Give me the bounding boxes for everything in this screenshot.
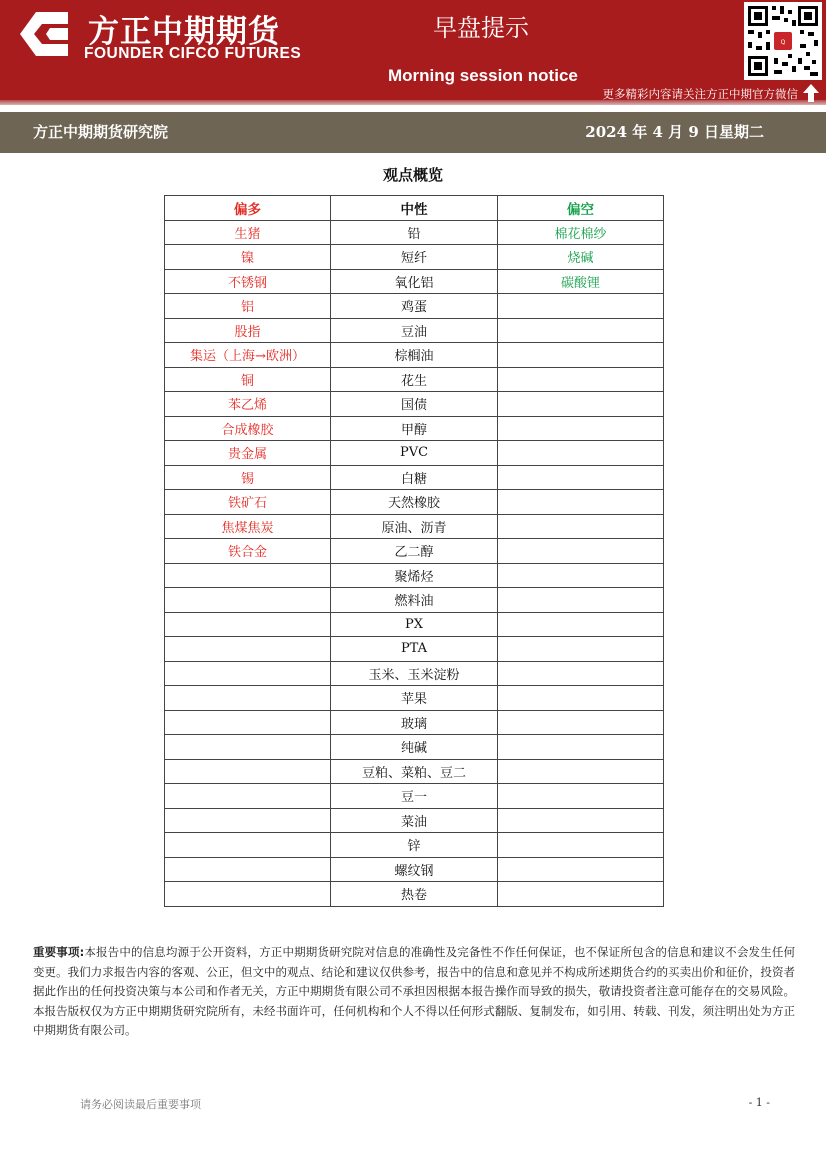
bearish-cell: 棉花棉纱: [498, 220, 664, 245]
bearish-cell: [498, 367, 664, 392]
table-row: [165, 686, 664, 711]
neutral-cell: 豆一: [331, 784, 498, 809]
table-body: [165, 220, 664, 906]
neutral-cell: 玻璃: [331, 710, 498, 735]
neutral-cell: 豆油: [331, 318, 498, 343]
table-row: [165, 735, 664, 760]
disclaimer-text: 本报告中的信息均源于公开资料，方正中期期货研究院对信息的准确性及完备性不作任何保证，也不保证所包含的信息和建议不会发生任何变更。我们力求报告内容的客观、公正，但文中的观点、结论和建议仅供参考，报告中的信息和意见并不构成所述期货合约的买卖出价和征价，投资者据此作出的任何投资决策与本公司和作者无关，方正中期期货有限公司不承担因根据本报告操作而导致的损失，敬请投资者注意可能存在的交易风险。本报告版权仅为方正中期期货研究院所有，未经书面许可，任何机构和个人不得以任何形式翻版、复制发布，如引用、转载、刊发，须注明出处为方正中期期货有限公司。: [33, 945, 795, 1037]
bearish-cell: [498, 808, 664, 833]
logo-english-name: FOUNDER CIFCO FUTURES: [84, 45, 302, 62]
table-row: [165, 318, 664, 343]
bullish-cell: [165, 735, 331, 760]
logo-chinese-name: 方正中期期货: [88, 14, 280, 50]
bullish-cell: 合成橡胶: [165, 416, 331, 441]
bearish-cell: [498, 686, 664, 711]
bearish-cell: [498, 857, 664, 882]
bullish-cell: [165, 686, 331, 711]
table-row: [165, 857, 664, 882]
table-row: [165, 367, 664, 392]
neutral-cell: 玉米、玉米淀粉: [331, 661, 498, 686]
bullish-cell: 股指: [165, 318, 331, 343]
views-overview-table: [164, 195, 664, 907]
bearish-cell: [498, 539, 664, 564]
disclaimer: [33, 943, 795, 1041]
neutral-cell: 燃料油: [331, 588, 498, 613]
bearish-cell: [498, 490, 664, 515]
table-row: [165, 612, 664, 637]
bearish-cell: [498, 588, 664, 613]
bearish-cell: [498, 318, 664, 343]
bearish-cell: [498, 441, 664, 466]
table-row: [165, 490, 664, 515]
table-row: [165, 514, 664, 539]
table-row: [165, 416, 664, 441]
bearish-cell: [498, 759, 664, 784]
bullish-cell: [165, 808, 331, 833]
bearish-cell: [498, 784, 664, 809]
disclaimer-label: 重要事项:: [33, 945, 85, 959]
footer-note: 请务必阅读最后重要事项: [80, 1098, 201, 1111]
section-title: 观点概览: [382, 166, 443, 184]
bullish-cell: 苯乙烯: [165, 392, 331, 417]
bullish-cell: 铁矿石: [165, 490, 331, 515]
table-row: [165, 759, 664, 784]
table-row: [165, 588, 664, 613]
table-row: [165, 661, 664, 686]
bearish-cell: [498, 343, 664, 368]
bearish-cell: [498, 465, 664, 490]
table-row: [165, 637, 664, 662]
table-row: [165, 784, 664, 809]
bullish-cell: 生猪: [165, 220, 331, 245]
neutral-cell: 纯碱: [331, 735, 498, 760]
neutral-cell: 短纤: [331, 245, 498, 270]
table-row: [165, 882, 664, 907]
bearish-cell: [498, 661, 664, 686]
neutral-cell: 热卷: [331, 882, 498, 907]
bullish-cell: [165, 563, 331, 588]
bearish-cell: [498, 833, 664, 858]
bullish-cell: 锡: [165, 465, 331, 490]
bearish-cell: 烧碱: [498, 245, 664, 270]
neutral-cell: 苹果: [331, 686, 498, 711]
neutral-cell: 聚烯烃: [331, 563, 498, 588]
neutral-cell: 锌: [331, 833, 498, 858]
bullish-cell: [165, 784, 331, 809]
bearish-cell: [498, 294, 664, 319]
neutral-cell: PVC: [331, 441, 498, 466]
bearish-cell: [498, 392, 664, 417]
neutral-cell: 氧化铝: [331, 269, 498, 294]
neutral-cell: PX: [331, 612, 498, 637]
bearish-cell: 碳酸锂: [498, 269, 664, 294]
bearish-cell: [498, 882, 664, 907]
bearish-cell: [498, 612, 664, 637]
bullish-cell: [165, 710, 331, 735]
bullish-cell: 不锈钢: [165, 269, 331, 294]
page-number: - 1 -: [748, 1096, 770, 1109]
table-row: [165, 294, 664, 319]
table-row: [165, 465, 664, 490]
report-title-english: Morning session notice: [388, 66, 578, 85]
neutral-cell: 原油、沥青: [331, 514, 498, 539]
svg-text:Q: Q: [780, 39, 786, 46]
report-title-chinese: 早盘提示: [433, 14, 529, 42]
bearish-cell: [498, 710, 664, 735]
table-row: [165, 392, 664, 417]
neutral-cell: 棕榈油: [331, 343, 498, 368]
neutral-cell: 白糖: [331, 465, 498, 490]
table-row: [165, 441, 664, 466]
bearish-cell: [498, 416, 664, 441]
neutral-cell: 螺纹钢: [331, 857, 498, 882]
table-row: [165, 245, 664, 270]
header-bullish: 偏多: [165, 196, 331, 221]
bullish-cell: 铜: [165, 367, 331, 392]
neutral-cell: 国债: [331, 392, 498, 417]
bullish-cell: 贵金属: [165, 441, 331, 466]
neutral-cell: 铅: [331, 220, 498, 245]
table-row: [165, 710, 664, 735]
neutral-cell: 鸡蛋: [331, 294, 498, 319]
table-row: [165, 833, 664, 858]
bearish-cell: [498, 563, 664, 588]
bullish-cell: [165, 857, 331, 882]
bullish-cell: [165, 588, 331, 613]
header-neutral: 中性: [331, 196, 498, 221]
bullish-cell: [165, 661, 331, 686]
up-arrow-icon: [802, 83, 820, 103]
header-bearish: 偏空: [498, 196, 664, 221]
bearish-cell: [498, 514, 664, 539]
bullish-cell: 焦煤焦炭: [165, 514, 331, 539]
neutral-cell: PTA: [331, 637, 498, 662]
neutral-cell: 天然橡胶: [331, 490, 498, 515]
report-date: 2024 年 4 月 9 日星期二: [585, 123, 764, 141]
neutral-cell: 花生: [331, 367, 498, 392]
institute-name: 方正中期期货研究院: [33, 123, 169, 141]
table-row: [165, 808, 664, 833]
table-header-row: [165, 196, 664, 221]
bullish-cell: 铁合金: [165, 539, 331, 564]
bearish-cell: [498, 637, 664, 662]
bullish-cell: [165, 759, 331, 784]
bullish-cell: [165, 833, 331, 858]
wechat-follow-note: 更多精彩内容请关注方正中期官方微信: [602, 87, 798, 101]
table-row: [165, 563, 664, 588]
table-row: [165, 343, 664, 368]
bullish-cell: [165, 612, 331, 637]
bullish-cell: [165, 637, 331, 662]
company-logo-icon: [20, 8, 78, 60]
bullish-cell: [165, 882, 331, 907]
bullish-cell: 铝: [165, 294, 331, 319]
bullish-cell: 镍: [165, 245, 331, 270]
neutral-cell: 菜油: [331, 808, 498, 833]
neutral-cell: 豆粕、菜粕、豆二: [331, 759, 498, 784]
neutral-cell: 乙二醇: [331, 539, 498, 564]
wechat-qr-code-icon[interactable]: [744, 2, 822, 80]
table-row: [165, 220, 664, 245]
table-row: [165, 269, 664, 294]
table-row: [165, 539, 664, 564]
bullish-cell: 集运（上海→欧洲）: [165, 343, 331, 368]
bearish-cell: [498, 735, 664, 760]
neutral-cell: 甲醇: [331, 416, 498, 441]
